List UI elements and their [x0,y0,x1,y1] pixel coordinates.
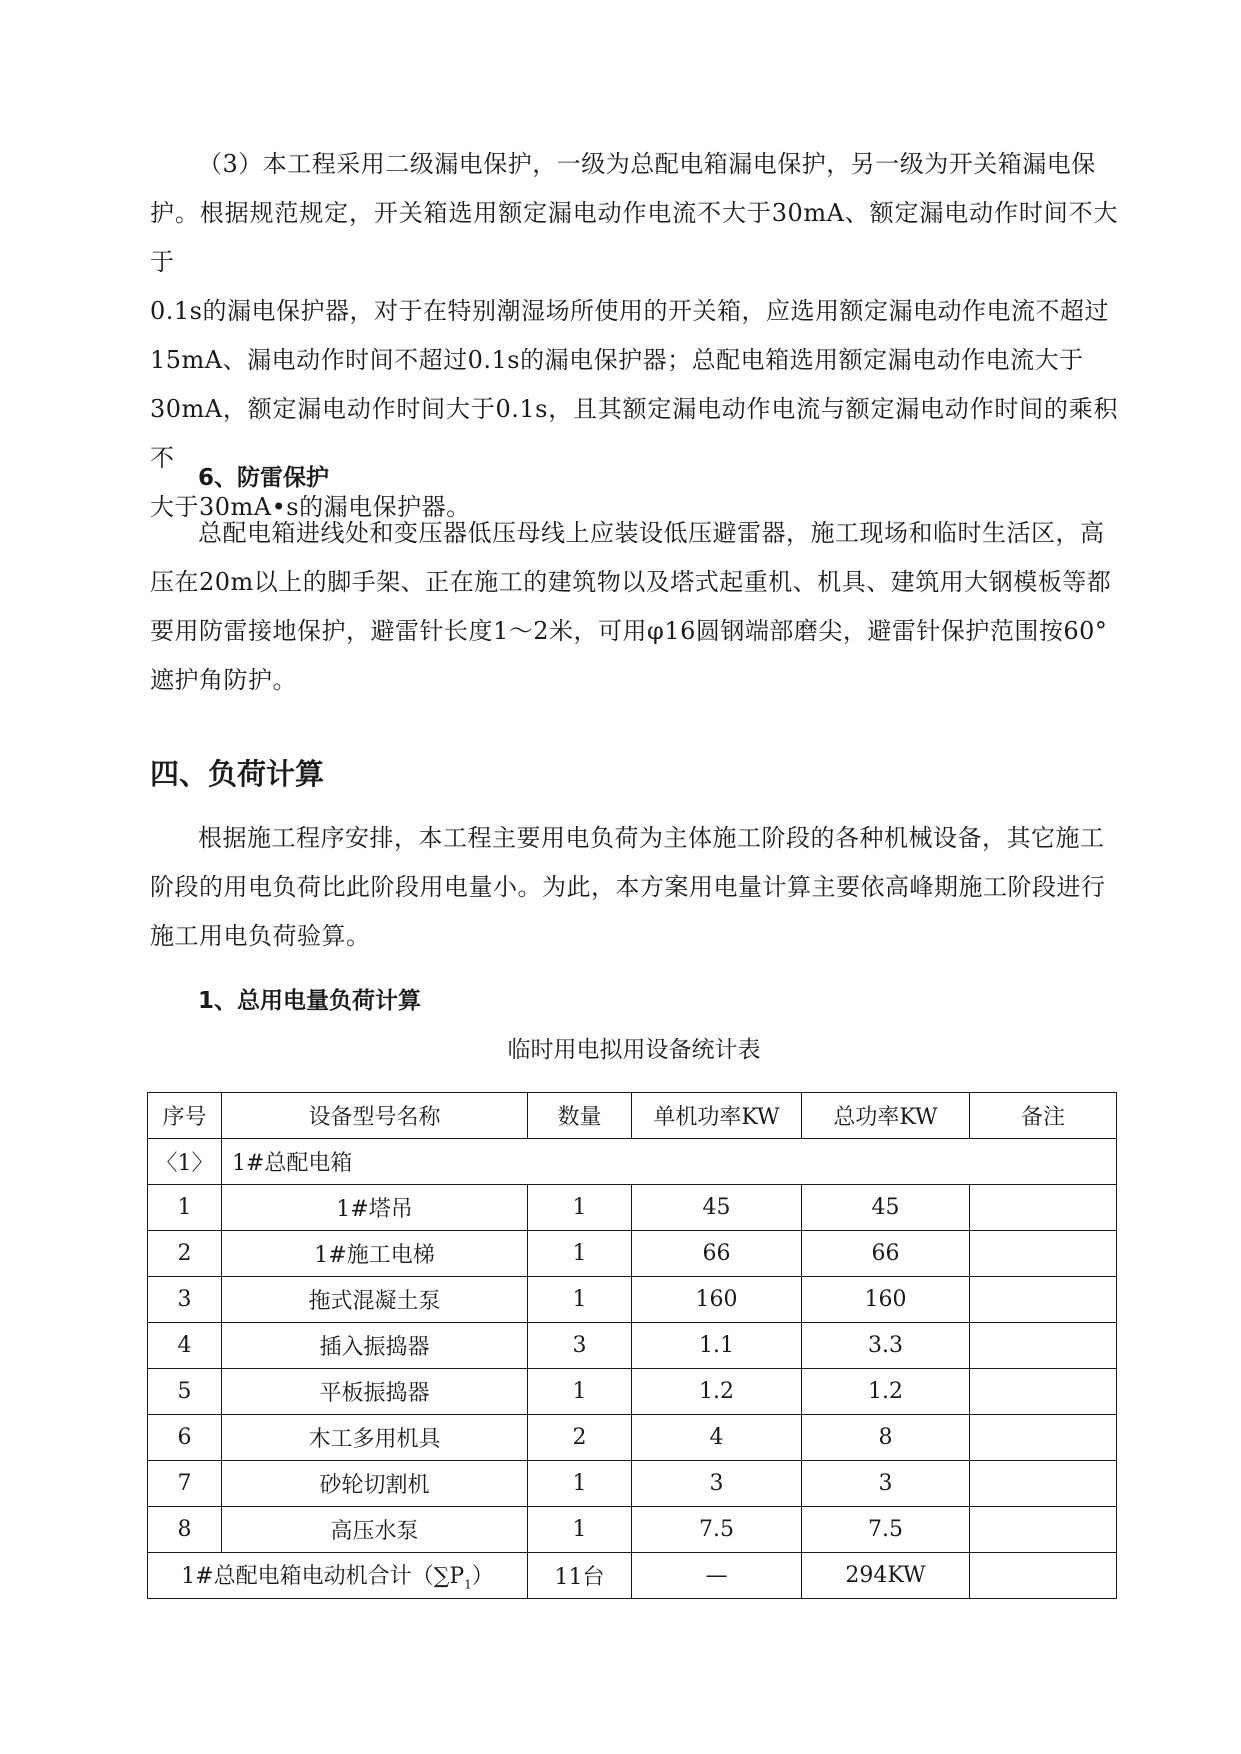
summary-label [148,1553,528,1599]
cell-qty: 1 [528,1231,632,1277]
table-row [148,1185,1117,1231]
para-line: 护。根据规范规定，开关箱选用额定漏电动作电流不大于30mA、额定漏电动作时间不大于 [150,199,1118,276]
cell-note [970,1507,1117,1553]
para-line: 要用防雷接地保护，避雷针长度1～2米，可用φ16圆钢端部磨尖，避雷针保护范围按60° [150,617,1108,645]
equipment-table [147,1092,1117,1599]
summary-label-end: ） [471,1564,494,1590]
cell-name: 1#施工电梯 [222,1231,528,1277]
heading-lightning-protection: 6、防雷保护 [198,465,330,491]
group-name-text: 1#总配电箱 [232,1151,353,1176]
cell-unit-power: 1.1 [632,1323,802,1369]
cell-note [970,1323,1117,1369]
header-name: 设备型号名称 [222,1093,528,1139]
para-line: 压在20m以上的脚手架、正在施工的建筑物以及塔式起重机、机具、建筑用大钢模板等都 [150,568,1112,596]
group-no: 〈1〉 [148,1139,222,1185]
para-line: 遮护角防护。 [150,666,297,694]
cell-total-power: 7.5 [802,1507,970,1553]
cell-total-power: 8 [802,1415,970,1461]
group-name [222,1139,1117,1185]
cell-unit-power: 66 [632,1231,802,1277]
cell-name: 平板振捣器 [222,1369,528,1415]
table-row [148,1369,1117,1415]
cell-no: 7 [148,1461,222,1507]
cell-unit-power: 45 [632,1185,802,1231]
cell-no: 5 [148,1369,222,1415]
table-group-row [148,1139,1117,1185]
cell-qty: 3 [528,1323,632,1369]
para-line: 大于30mA•s的漏电保护器。 [150,493,471,521]
table-row [148,1323,1117,1369]
cell-no: 8 [148,1507,222,1553]
para-line: 15mA、漏电动作时间不超过0.1s的漏电保护器；总配电箱选用额定漏电动作电流大于 [150,346,1084,374]
cell-note [970,1461,1117,1507]
summary-label-text: 1#总配电箱电动机合计（∑P [181,1564,465,1590]
para-line: 总配电箱进线处和变压器低压母线上应装设低压避雷器，施工现场和临时生活区，高 [198,519,1105,547]
table-row [148,1415,1117,1461]
cell-qty: 1 [528,1185,632,1231]
cell-total-power: 45 [802,1185,970,1231]
table-row [148,1507,1117,1553]
header-unit-power: 单机功率KW [632,1093,802,1139]
cell-note [970,1185,1117,1231]
cell-name: 1#塔吊 [222,1185,528,1231]
cell-no: 4 [148,1323,222,1369]
table-summary-row [148,1553,1117,1599]
table-row [148,1231,1117,1277]
cell-no: 3 [148,1277,222,1323]
paragraph-load-intro [150,814,1118,961]
header-qty: 数量 [528,1093,632,1139]
cell-total-power: 3 [802,1461,970,1507]
cell-name: 拖式混凝土泵 [222,1277,528,1323]
cell-qty: 1 [528,1507,632,1553]
para-line: （3）本工程采用二级漏电保护，一级为总配电箱漏电保护，另一级为开关箱漏电保 [198,150,1096,178]
cell-unit-power: 3 [632,1461,802,1507]
heading-total-load: 1、总用电量负荷计算 [198,988,422,1014]
cell-note [970,1277,1117,1323]
summary-label-subscript: 1 [464,1577,472,1592]
header-note: 备注 [970,1093,1117,1139]
cell-note [970,1369,1117,1415]
cell-note [970,1415,1117,1461]
cell-total-power: 66 [802,1231,970,1277]
header-no: 序号 [148,1093,222,1139]
cell-note [970,1231,1117,1277]
cell-name: 木工多用机具 [222,1415,528,1461]
summary-qty: 11台 [528,1553,632,1599]
table-row [148,1461,1117,1507]
cell-unit-power: 160 [632,1277,802,1323]
cell-unit-power: 7.5 [632,1507,802,1553]
cell-no: 6 [148,1415,222,1461]
cell-no: 2 [148,1231,222,1277]
paragraph-lightning-protection [150,509,1118,705]
para-line: 根据施工程序安排，本工程主要用电负荷为主体施工阶段的各种机械设备，其它施工 [198,824,1105,852]
summary-total-power: 294KW [802,1553,970,1599]
summary-unit-power: — [632,1553,802,1599]
cell-unit-power: 1.2 [632,1369,802,1415]
cell-qty: 1 [528,1461,632,1507]
cell-total-power: 1.2 [802,1369,970,1415]
cell-total-power: 3.3 [802,1323,970,1369]
table-header-row [148,1093,1117,1139]
cell-qty: 1 [528,1277,632,1323]
para-line: 0.1s的漏电保护器，对于在特别潮湿场所使用的开关箱，应选用额定漏电动作电流不超过 [150,297,1109,325]
cell-name: 插入振捣器 [222,1323,528,1369]
para-line: 施工用电负荷验算。 [150,922,371,950]
section-title-load-calculation: 四、负荷计算 [150,757,325,791]
header-total-power: 总功率KW [802,1093,970,1139]
table-row [148,1277,1117,1323]
para-line: 30mA，额定漏电动作时间大于0.1s，且其额定漏电动作电流与额定漏电动作时间的乘积不 [150,395,1118,472]
para-line: 阶段的用电负荷比此阶段用电量小。为此，本方案用电量计算主要依高峰期施工阶段进行 [150,873,1106,901]
cell-name: 高压水泵 [222,1507,528,1553]
cell-name: 砂轮切割机 [222,1461,528,1507]
cell-qty: 1 [528,1369,632,1415]
cell-qty: 2 [528,1415,632,1461]
summary-note [970,1553,1117,1599]
cell-no: 1 [148,1185,222,1231]
cell-unit-power: 4 [632,1415,802,1461]
table-caption: 临时用电拟用设备统计表 [507,1037,761,1063]
cell-total-power: 160 [802,1277,970,1323]
